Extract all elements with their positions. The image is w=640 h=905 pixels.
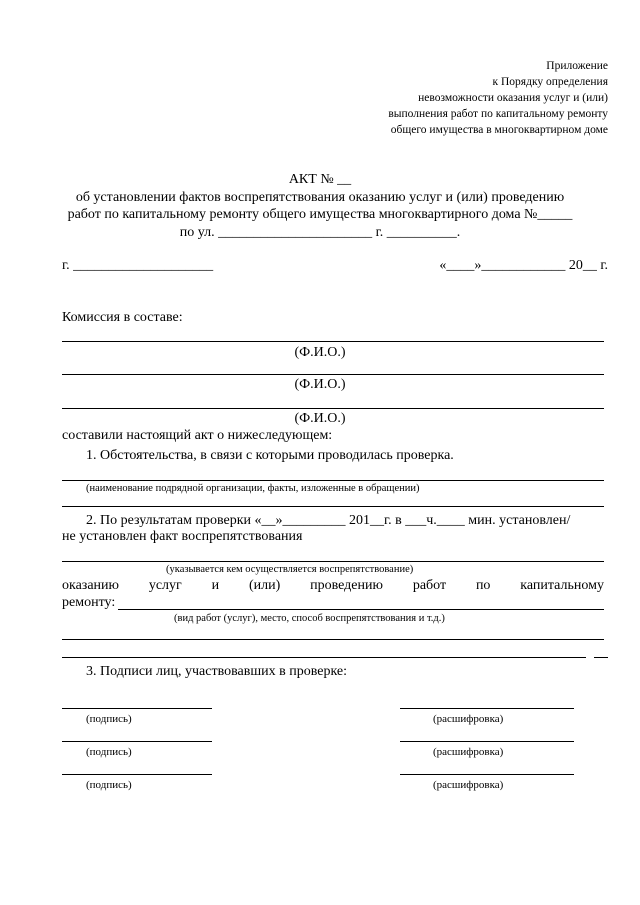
section2-caption2: (вид работ (услуг), место, способ воспрепятствования и т.д.) — [174, 613, 445, 624]
act-subtitle-line: работ по капитальному ремонту общего имущества многоквартирного дома №_____ — [67, 207, 573, 222]
section2-word: капитальному — [520, 578, 604, 593]
signature-line-2 — [62, 741, 212, 742]
signature-label-1: (подпись) — [86, 713, 132, 725]
section1-caption: (наименование подрядной организации, факты, изложенные в обращении) — [86, 483, 420, 494]
date-field: «____»____________ 20__ г. — [439, 258, 608, 273]
decode-line-2 — [400, 741, 574, 742]
act-subtitle-line: об установлении фактов воспрепятствования оказанию услуг и (или) проведению — [75, 190, 565, 205]
fio-line-2 — [62, 374, 604, 375]
fio-line-1 — [62, 341, 604, 342]
fio-caption-2: (Ф.И.О.) — [294, 377, 346, 392]
signature-label-3: (подпись) — [86, 779, 132, 791]
section2-word: работ — [412, 578, 447, 593]
section3-heading: 3. Подписи лиц, участвовавших в проверке: — [86, 664, 348, 679]
decode-line-1 — [400, 708, 574, 709]
appendix-line: выполнения работ по капитальному ремонту — [388, 108, 608, 120]
section2-extra-line-2-tail — [594, 657, 608, 658]
decode-label-3: (расшифровка) — [433, 779, 504, 791]
decode-label-2: (расшифровка) — [433, 746, 504, 758]
act-subtitle-line: по ул. ______________________ г. __________. — [179, 225, 461, 240]
section2-word: услуг — [148, 578, 182, 593]
section1-line-2 — [62, 506, 604, 507]
intro-text: составили настоящий акт о нижеследующем: — [62, 428, 333, 443]
section2-word: оказанию — [62, 578, 119, 593]
fio-caption-1: (Ф.И.О.) — [294, 345, 346, 360]
signature-line-1 — [62, 708, 212, 709]
appendix-line: Приложение — [546, 60, 608, 72]
section2-word: (или) — [248, 578, 281, 593]
section2-caption1: (указывается кем осуществляется воспрепятствование) — [166, 564, 414, 575]
appendix-line: невозможности оказания услуг и (или) — [418, 92, 608, 104]
signature-label-2: (подпись) — [86, 746, 132, 758]
act-title: АКТ № __ — [288, 172, 352, 187]
commission-label: Комиссия в составе: — [62, 310, 183, 325]
section1-heading: 1. Обстоятельства, в связи с которыми проводилась проверка. — [86, 448, 454, 463]
appendix-line: общего имущества в многоквартирном доме — [390, 124, 608, 136]
section2-line — [62, 561, 604, 562]
appendix-header — [388, 58, 608, 138]
decode-label-1: (расшифровка) — [433, 713, 504, 725]
fio-line-3 — [62, 408, 604, 409]
section2-line1: 2. По результатам проверки «__»_________ 201__г. в ___ч.____ мин. установлен/ — [86, 513, 571, 528]
appendix-line: к Порядку определения — [492, 76, 608, 88]
signature-line-3 — [62, 774, 212, 775]
section1-line — [62, 480, 604, 481]
section2-repair-label: ремонту: — [62, 595, 116, 610]
section2-word: и — [211, 578, 220, 593]
city-field: г. ____________________ — [62, 258, 214, 273]
section2-word: по — [475, 578, 491, 593]
section2-repair-line — [118, 609, 604, 610]
section2-line2: не установлен факт воспрепятствования — [62, 529, 303, 544]
section2-extra-line-2 — [62, 657, 586, 658]
section2-justified-row — [62, 578, 604, 594]
section2-word: проведению — [310, 578, 383, 593]
decode-line-3 — [400, 774, 574, 775]
fio-caption-3: (Ф.И.О.) — [294, 411, 346, 426]
section2-extra-line-1 — [62, 639, 604, 640]
